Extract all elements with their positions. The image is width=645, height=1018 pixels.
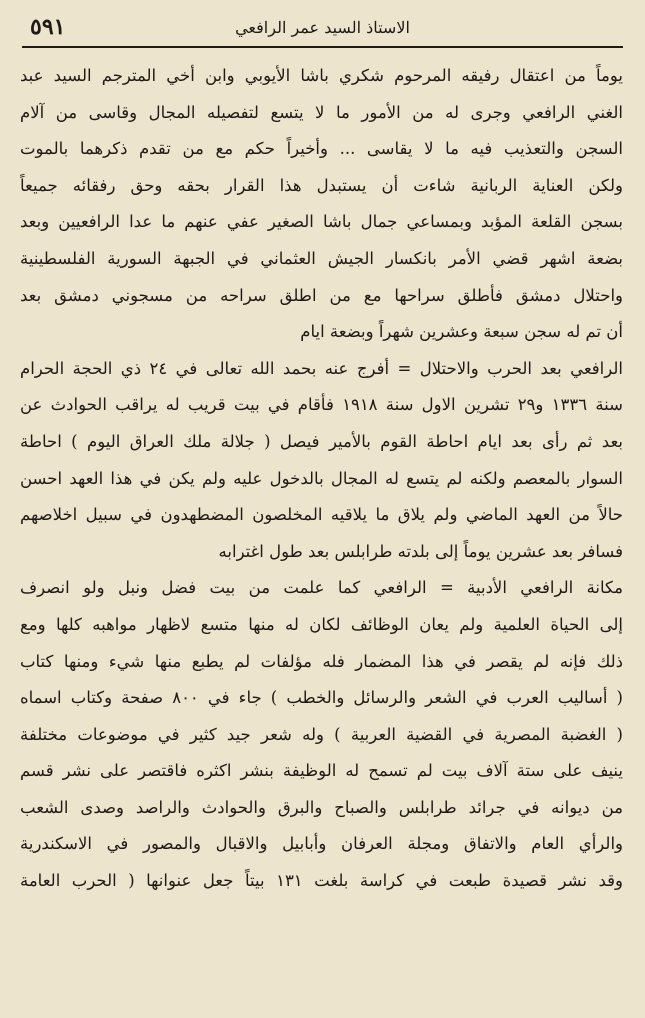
- text-line: ( أساليب العرب في الشعر والرسائل والخطب ) جاء في ٨٠٠ صفحة وكتاب اسماه: [20, 688, 623, 708]
- text-line: بعد ثم رأى بعد ايام احاطة القوم بالأمير فيصل ( جلالة ملك العراق اليوم ) احاطة: [20, 431, 623, 451]
- text-line: فسافر بعد عشرين يوماً إلى بلدته طرابلس بعد طول اغترابه: [218, 541, 623, 561]
- text-line: وقد نشر قصيدة طبعت في كراسة بلغت ١٣١ بيتاً جعل عنوانها ( الحرب العامة: [20, 871, 623, 891]
- text-line: أن تم له سجن سبعة وعشرين شهراً وبضعة ايام: [300, 322, 623, 342]
- text-line: من ديوانه في جرائد طرابلس والصباح والبرق والحوادث والراصد وصدى الشعب: [20, 797, 623, 817]
- text-line: ( الغضبة المصرية في القضية العربية ) وله شعر جيد كثير في موضوعات مختلفة: [20, 724, 623, 744]
- section-heading-line: الرافعي بعد الحرب والاحتلال = أفرج عنه بحمد الله تعالى في ٢٤ ذي الحجة الحرام: [20, 358, 623, 378]
- text-line: السجن والتعذيب فيه ما لا يقاسى ... وأخيراً حكم مع من تقدم ذكرهما بالموت: [20, 139, 623, 159]
- text-line: ذلك فإنه لم يقصر في هذا المضمار فله مؤلفات لم يطبع منها شيء ومنها كتاب: [20, 651, 623, 671]
- text-line: يوماً من اعتقال رفيقه المرحوم شكري باشا الأيوبي وابن أخي المترجم السيد عبد: [20, 66, 623, 85]
- text-line: والرأي العام والاتفاق ومجلة العرفان وأبابيل والاقبال والمصور في الاسكندرية: [20, 834, 623, 854]
- page-header: [22, 10, 623, 44]
- section-heading-line: مكانة الرافعي الأدبية = الرافعي كما علمت من بيت فضل ونبل ولو انصرف: [20, 578, 623, 598]
- text-line: بسجن القلعة المؤبد وبمساعي جمال باشا الصغير عفي عنهم ما عدا الرافعيين وبعد: [20, 212, 623, 232]
- text-line: ينيف على ستة آلاف بيت لم تسمح له الوظيفة بنشر اكثره فاقتصر على نشر قسم: [20, 761, 623, 781]
- text-line: سنة ١٣٣٦ و٢٩ تشرين الاول سنة ١٩١٨ فأقام في بيت قريب له يراقب الحوادث عن: [20, 395, 623, 415]
- header-rule: [22, 46, 623, 48]
- text-line: حالاً من العهد الماضي ولم يلاق ما يلاقيه المخلصون المضطهدون في سبيل اخلاصهم: [20, 505, 623, 525]
- page-number: ٥٩١: [30, 14, 66, 40]
- body-text: [20, 58, 623, 900]
- running-title: الاستاذ السيد عمر الرافعي: [235, 18, 410, 37]
- text-line: بضعة اشهر قضي الأمر بانكسار الجيش العثماني في الجبهة السورية الفلسطينية: [20, 248, 623, 268]
- text-line: السوار بالمعصم ولكنه لم يتسع له المجال بالدخول عليه ولم يكن في هذا العهد احسن: [20, 468, 623, 488]
- text-line: الغني الرافعي وجرى له من الأمور ما لا يتسع لتفصيله المجال وقاسى من آلام: [20, 102, 623, 122]
- text-line: ولكن العناية الربانية شاءت أن يستبدل هذا القرار بحقه وحق رفقائه جميعاً: [20, 175, 623, 195]
- text-line: واحتلال دمشق فأطلق سراحها مع من اطلق سراحه من مسجوني دمشق بعد: [20, 285, 623, 305]
- text-line: إلى الحياة العلمية ولم يعان الوظائف لكان له منها متسع لاظهار مواهبه كلها ومع: [20, 614, 623, 634]
